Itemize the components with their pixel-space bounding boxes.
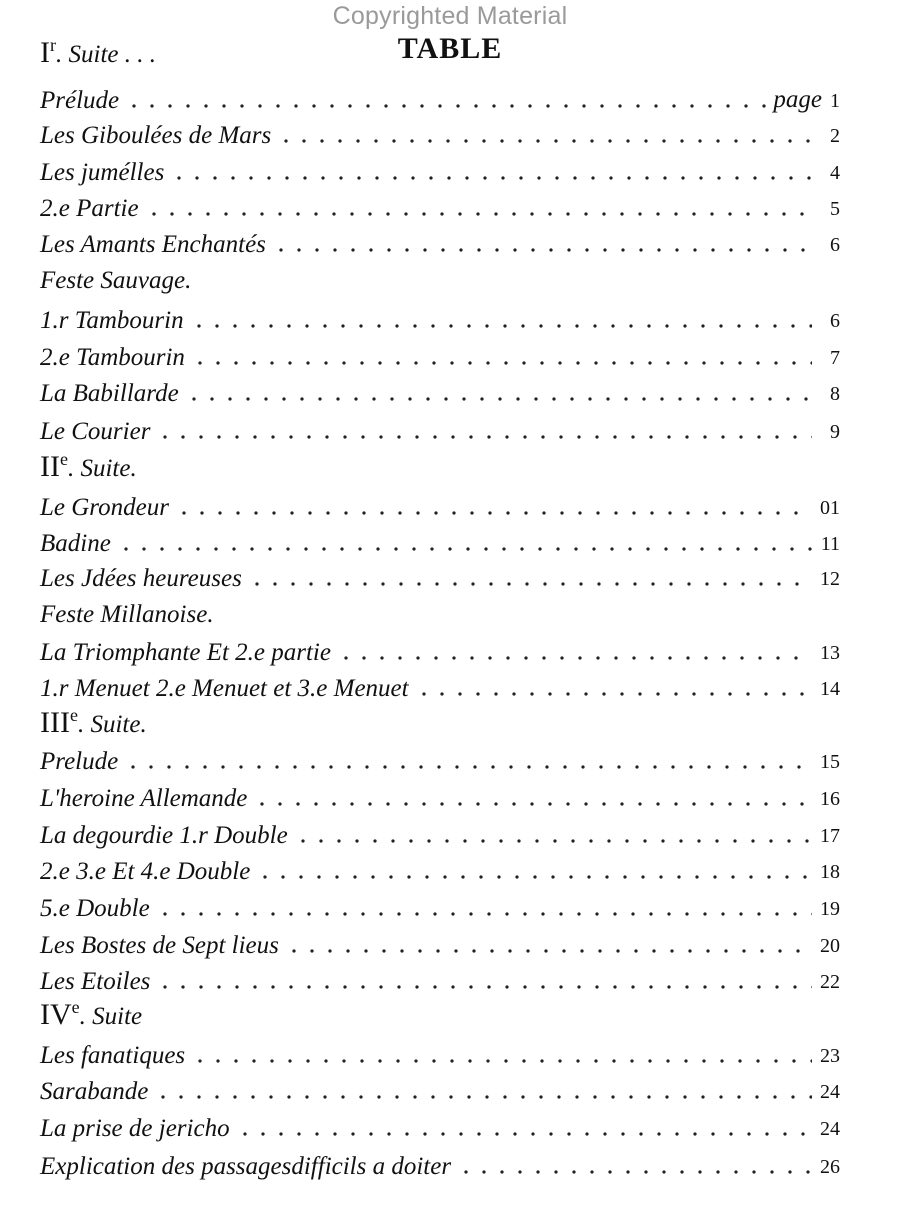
entry-page-number: 24 (820, 1118, 840, 1140)
entry-page-number: 8 (830, 383, 840, 405)
toc-entry[interactable] (40, 1108, 840, 1144)
entry-title: Feste Sauvage. (40, 267, 192, 294)
dot-leader (248, 582, 812, 586)
entry-title: La Triomphante Et 2.e partie (40, 639, 331, 666)
dot-leader (156, 985, 812, 989)
page-word: page (773, 86, 822, 113)
entry-title: Les Amants Enchantés (40, 231, 266, 258)
dot-leader (285, 949, 812, 953)
entry-page-number: 2 (830, 125, 840, 147)
suite-numeral: III (40, 706, 70, 739)
toc-entry[interactable] (40, 558, 840, 594)
entry-page-number: 18 (820, 861, 840, 883)
toc-entry[interactable] (40, 115, 840, 151)
toc-entry[interactable] (40, 1035, 840, 1071)
copyright-watermark: Copyrighted Material (332, 2, 568, 30)
entry-title: Sarabande (40, 1078, 149, 1105)
toc-entry[interactable] (40, 851, 840, 887)
entry-page-number: 1 (830, 90, 840, 112)
dot-leader (154, 1095, 812, 1099)
entry-title: 2.e Partie (40, 195, 139, 222)
dot-leader (272, 248, 812, 252)
toc-entry[interactable] (40, 1146, 840, 1182)
suite-label: . Suite. (77, 711, 147, 738)
entry-title: 1.r Tambourin (40, 307, 184, 334)
entry-page-number: 13 (820, 642, 840, 664)
dot-leader (124, 765, 812, 769)
suite-numeral: I (40, 36, 50, 69)
dot-leader (277, 139, 812, 143)
entry-title: Badine (40, 530, 111, 557)
entry-page-number: 5 (830, 198, 840, 220)
entry-title: Prélude (40, 87, 120, 114)
dot-leader (191, 361, 812, 365)
entry-page-number: 01 (820, 497, 840, 519)
entry-title: Le Courier (40, 418, 151, 445)
entry-page-number: 23 (820, 1045, 840, 1067)
dot-leader (117, 547, 812, 551)
suite-heading (40, 448, 840, 484)
entry-page (773, 85, 840, 116)
entry-title: L'heroine Allemande (40, 785, 248, 812)
entry-page-number: 20 (820, 935, 840, 957)
entry-page-number: 19 (820, 898, 840, 920)
dot-leader (190, 324, 812, 328)
entry-page-number: 16 (820, 788, 840, 810)
entry-title: 1.r Menuet 2.e Menuet et 3.e Menuet (40, 675, 409, 702)
entry-page-number: 17 (820, 825, 840, 847)
entry-page-number: 26 (820, 1156, 840, 1178)
entry-title: Les Bostes de Sept lieus (40, 932, 279, 959)
dot-leader (294, 839, 812, 843)
entry-page-number: 4 (830, 162, 840, 184)
dot-leader (256, 875, 812, 879)
suite-label: . Suite (79, 1003, 143, 1030)
suite-numeral-suffix: e (59, 449, 68, 469)
entry-title: 5.e Double (40, 895, 150, 922)
toc-entry[interactable] (40, 632, 840, 668)
dot-leader (191, 1059, 812, 1063)
entry-title: La prise de jericho (40, 1115, 230, 1142)
toc-entry[interactable] (40, 778, 840, 814)
entry-page-number: 15 (820, 751, 840, 773)
suite-heading (40, 34, 170, 70)
dot-leader (185, 397, 812, 401)
toc-entry[interactable] (40, 337, 840, 373)
toc-entry[interactable] (40, 815, 840, 851)
toc-entry[interactable] (40, 1071, 840, 1107)
suite-numeral: II (40, 450, 60, 483)
entry-title: Les Etoiles (40, 968, 151, 995)
entry-title: Explication des passagesdifficils a doiter (40, 1153, 452, 1180)
toc-subheading (40, 260, 840, 296)
entry-title: La degourdie 1.r Double (40, 822, 288, 849)
entry-title: 2.e Tambourin (40, 344, 185, 371)
dot-leader (253, 802, 812, 806)
entry-page-number: 9 (830, 421, 840, 443)
suite-numeral-suffix: r (50, 35, 56, 55)
entry-title: Feste Millanoise. (40, 601, 214, 628)
dot-leader (125, 104, 767, 108)
entry-title: Les jumélles (40, 159, 165, 186)
dot-leader (337, 656, 812, 660)
entry-page-number: 22 (820, 971, 840, 993)
dot-leader (145, 212, 812, 216)
entry-page-number: 11 (820, 533, 840, 555)
dot-leader (236, 1132, 812, 1136)
toc-entry[interactable] (40, 523, 840, 559)
suite-numeral-suffix: e (69, 705, 78, 725)
entry-title: Les Giboulées de Mars (40, 122, 272, 149)
dot-leader (457, 1170, 812, 1174)
entry-page-number: 24 (820, 1081, 840, 1103)
toc-entry[interactable] (40, 224, 840, 260)
toc-entry[interactable] (40, 487, 840, 523)
dot-leader (415, 692, 812, 696)
dot-leader (170, 176, 812, 180)
suite-heading (40, 704, 840, 740)
toc-entry[interactable] (40, 411, 840, 447)
entry-title: Prelude (40, 748, 119, 775)
entry-page-number: 7 (830, 347, 840, 369)
page-title: TABLE (397, 32, 503, 65)
dot-leader (156, 912, 812, 916)
suite-heading (40, 996, 840, 1032)
toc-entry[interactable] (40, 888, 840, 924)
entry-title: Les fanatiques (40, 1042, 186, 1069)
entry-page-number: 6 (830, 234, 840, 256)
entry-title: 2.e 3.e Et 4.e Double (40, 858, 251, 885)
suite-label: . Suite . . . (56, 41, 156, 68)
suite-numeral: IV (40, 998, 72, 1031)
suite-label: . Suite. (67, 455, 137, 482)
toc-entry[interactable] (40, 741, 840, 777)
toc-entry[interactable] (40, 188, 840, 224)
entry-page-number: 6 (830, 310, 840, 332)
toc-subheading (40, 594, 840, 630)
toc-entry[interactable] (40, 80, 840, 116)
entry-title: Le Grondeur (40, 494, 169, 521)
entry-title: Les Jdées heureuses (40, 565, 242, 592)
suite-numeral-suffix: e (71, 997, 80, 1017)
dot-leader (156, 435, 812, 439)
entry-page-number: 12 (820, 568, 840, 590)
toc-entry[interactable] (40, 668, 840, 704)
toc-entry[interactable] (40, 373, 840, 409)
dot-leader (175, 511, 812, 515)
toc-entry[interactable] (40, 925, 840, 961)
entry-title: La Babillarde (40, 380, 179, 407)
toc-entry[interactable] (40, 152, 840, 188)
toc-entry[interactable] (40, 300, 840, 336)
entry-page-number: 14 (820, 678, 840, 700)
toc-entry[interactable] (40, 961, 840, 997)
